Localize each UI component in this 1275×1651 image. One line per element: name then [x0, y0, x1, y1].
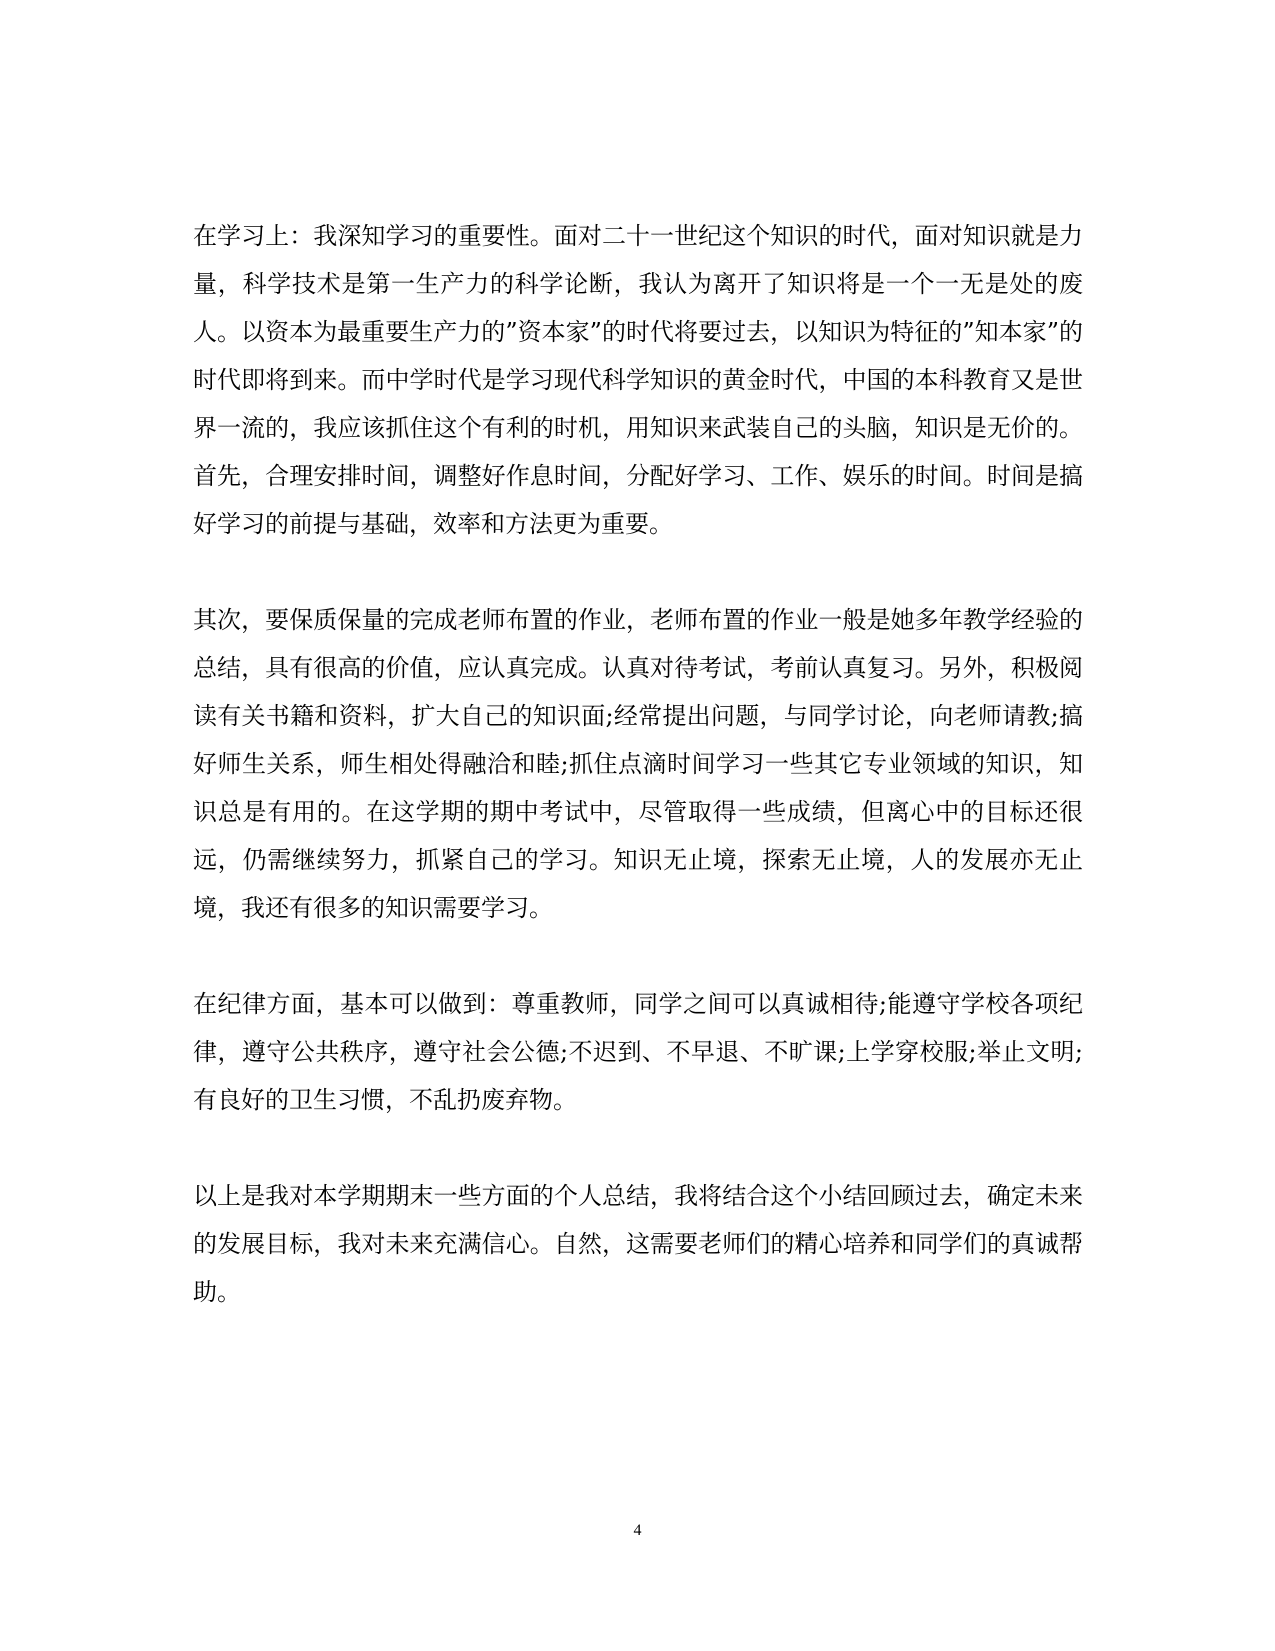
- paragraph-homework: 其次，要保质保量的完成老师布置的作业，老师布置的作业一般是她多年教学经验的总结，具有很高的价值，应认真完成。认真对待考试，考前认真复习。另外，积极阅读有关书籍和资料，扩大自己的知识面;经常提出问题，与同学讨论，向老师请教;搞好师生关系，师生相处得融洽和睦;抓住点滴时间学习一些其它专业领域的知识，知识总是有用的。在这学期的期中考试中，尽管取得一些成绩，但离心中的目标还很远，仍需继续努力，抓紧自己的学习。知识无止境，探索无止境，人的发展亦无止境，我还有很多的知识需要学习。: [193, 606, 1083, 922]
- page-number: 4: [633, 1522, 642, 1539]
- document-body: [193, 212, 1083, 1316]
- paragraph-study: 在学习上：我深知学习的重要性。面对二十一世纪这个知识的时代，面对知识就是力量，科学技术是第一生产力的科学论断，我认为离开了知识将是一个一无是处的废人。以资本为最重要生产力的”资本家”的时代将要过去，以知识为特征的”知本家”的时代即将到来。而中学时代是学习现代科学知识的黄金时代，中国的本科教育又是世界一流的，我应该抓住这个有利的时机，用知识来武装自己的头脑，知识是无价的。首先，合理安排时间，调整好作息时间，分配好学习、工作、娱乐的时间。时间是搞好学习的前提与基础，效率和方法更为重要。: [193, 222, 1083, 538]
- paragraph-conclusion: 以上是我对本学期期末一些方面的个人总结，我将结合这个小结回顾过去，确定未来的发展目标，我对未来充满信心。自然，这需要老师们的精心培养和同学们的真诚帮助。: [193, 1182, 1083, 1306]
- paragraph-discipline: 在纪律方面，基本可以做到：尊重教师，同学之间可以真诚相待;能遵守学校各项纪律，遵守公共秩序，遵守社会公德;不迟到、不早退、不旷课;上学穿校服;举止文明; 有良好的卫生习惯，不乱扔废弃物。: [193, 990, 1083, 1114]
